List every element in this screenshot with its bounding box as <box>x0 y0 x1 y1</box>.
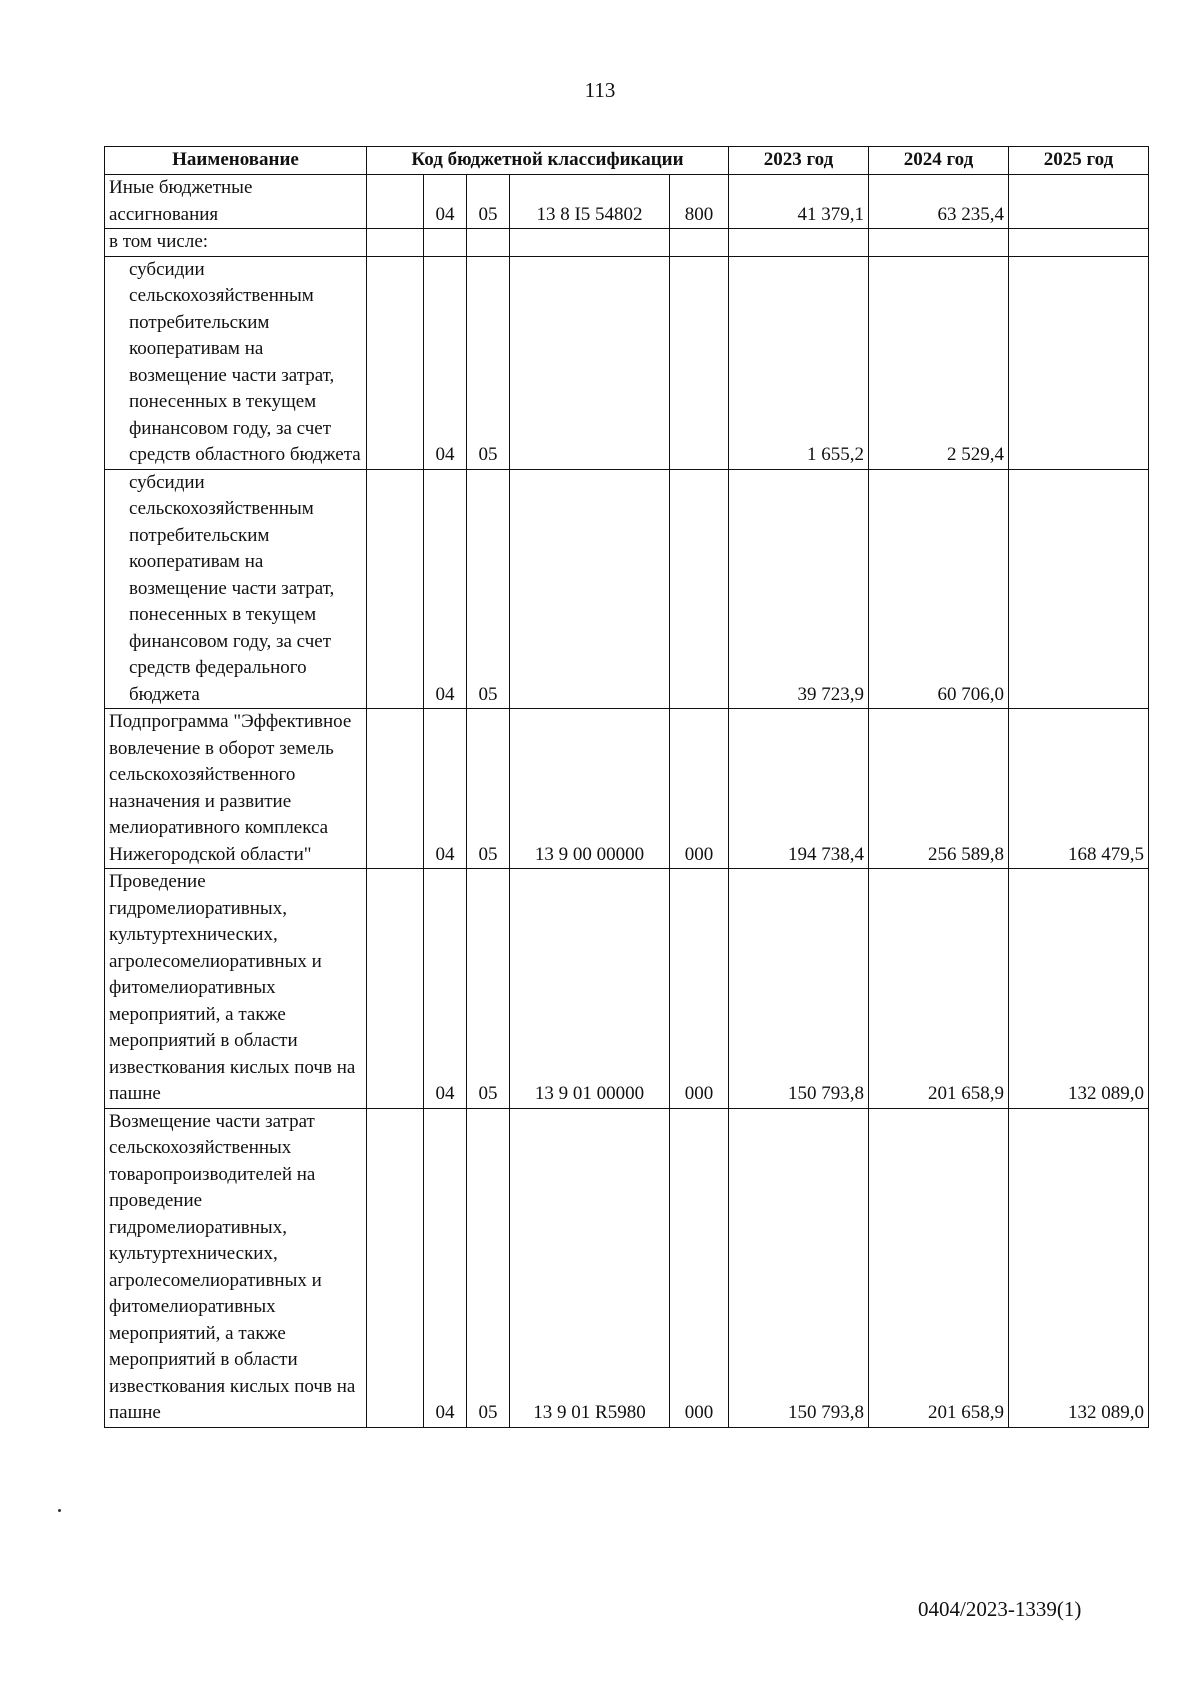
row-code-subsection: 05 <box>467 1108 510 1427</box>
row-name: Проведение гидромелиоративных, культуртехнических, агролесомелиоративных и фитомелиоративных мероприятий, а также мероприятий в области известкования кислых почв на пашне <box>105 869 367 1109</box>
header-2023: 2023 год <box>729 147 869 175</box>
row-code-1 <box>367 1108 424 1427</box>
row-2024: 2 529,4 <box>869 256 1009 469</box>
row-2025 <box>1009 469 1149 709</box>
row-2024: 201 658,9 <box>869 1108 1009 1427</box>
scan-speck <box>58 1509 61 1512</box>
row-2025 <box>1009 256 1149 469</box>
row-code-expense-type <box>670 469 729 709</box>
row-2024: 256 589,8 <box>869 709 1009 869</box>
row-name: Возмещение части затрат сельскохозяйственных товаропроизводителей на проведение гидромелиоративных, культуртехнических, агролесомелиоративных и фитомелиоративных мероприятий, а также мероприятий в области известкования кислых почв на пашне <box>105 1108 367 1427</box>
row-code-subsection <box>467 229 510 257</box>
document-registration-code: 0404/2023-1339(1) <box>918 1597 1082 1621</box>
row-2024: 201 658,9 <box>869 869 1009 1109</box>
row-code-expense-type: 000 <box>670 869 729 1109</box>
row-code-1 <box>367 256 424 469</box>
row-name: Иные бюджетные ассигнования <box>105 175 367 229</box>
row-code-expense-type <box>670 229 729 257</box>
row-code-target <box>510 229 670 257</box>
row-2024: 63 235,4 <box>869 175 1009 229</box>
row-2025 <box>1009 229 1149 257</box>
row-code-subsection: 05 <box>467 256 510 469</box>
table-row <box>105 869 1149 1109</box>
row-2025: 132 089,0 <box>1009 1108 1149 1427</box>
row-2023: 150 793,8 <box>729 1108 869 1427</box>
header-code: Код бюджетной классификации <box>367 147 729 175</box>
row-code-section: 04 <box>424 1108 467 1427</box>
row-code-section: 04 <box>424 709 467 869</box>
row-2024: 60 706,0 <box>869 469 1009 709</box>
row-code-section: 04 <box>424 869 467 1109</box>
page-number: 113 <box>584 78 616 102</box>
row-2023: 194 738,4 <box>729 709 869 869</box>
row-code-1 <box>367 229 424 257</box>
row-2023: 41 379,1 <box>729 175 869 229</box>
row-name: в том числе: <box>105 229 367 257</box>
row-code-target <box>510 256 670 469</box>
row-code-expense-type: 000 <box>670 1108 729 1427</box>
row-2025: 132 089,0 <box>1009 869 1149 1109</box>
row-code-1 <box>367 709 424 869</box>
header-2024: 2024 год <box>869 147 1009 175</box>
header-name: Наименование <box>105 147 367 175</box>
header-row <box>105 147 1149 175</box>
row-code-target <box>510 469 670 709</box>
row-2023: 150 793,8 <box>729 869 869 1109</box>
row-code-subsection: 05 <box>467 175 510 229</box>
row-code-section: 04 <box>424 469 467 709</box>
row-code-1 <box>367 175 424 229</box>
row-code-section: 04 <box>424 256 467 469</box>
row-name: субсидии сельскохозяйственным потребительским кооперативам на возмещение части затрат, понесенных в текущем финансовом году, за счет средств областного бюджета <box>105 256 367 469</box>
budget-table <box>104 146 1149 1428</box>
row-code-expense-type: 800 <box>670 175 729 229</box>
row-2023: 39 723,9 <box>729 469 869 709</box>
row-2024 <box>869 229 1009 257</box>
row-name: субсидии сельскохозяйственным потребительским кооперативам на возмещение части затрат, понесенных в текущем финансовом году, за счет средств федерального бюджета <box>105 469 367 709</box>
row-code-subsection: 05 <box>467 869 510 1109</box>
row-code-expense-type: 000 <box>670 709 729 869</box>
row-code-target: 13 8 I5 54802 <box>510 175 670 229</box>
row-code-1 <box>367 469 424 709</box>
header-2025: 2025 год <box>1009 147 1149 175</box>
table-row <box>105 229 1149 257</box>
row-name: Подпрограмма "Эффективное вовлечение в оборот земель сельскохозяйственного назначения и развитие мелиоративного комплекса Нижегородской области" <box>105 709 367 869</box>
row-2023: 1 655,2 <box>729 256 869 469</box>
row-code-target: 13 9 00 00000 <box>510 709 670 869</box>
row-code-1 <box>367 869 424 1109</box>
row-2023 <box>729 229 869 257</box>
table-row <box>105 469 1149 709</box>
row-2025: 168 479,5 <box>1009 709 1149 869</box>
row-code-subsection: 05 <box>467 709 510 869</box>
table-row <box>105 256 1149 469</box>
row-code-target: 13 9 01 R5980 <box>510 1108 670 1427</box>
table-row <box>105 175 1149 229</box>
row-code-subsection: 05 <box>467 469 510 709</box>
row-code-section <box>424 229 467 257</box>
row-code-expense-type <box>670 256 729 469</box>
table-row <box>105 1108 1149 1427</box>
table-row <box>105 709 1149 869</box>
row-2025 <box>1009 175 1149 229</box>
row-code-target: 13 9 01 00000 <box>510 869 670 1109</box>
row-code-section: 04 <box>424 175 467 229</box>
